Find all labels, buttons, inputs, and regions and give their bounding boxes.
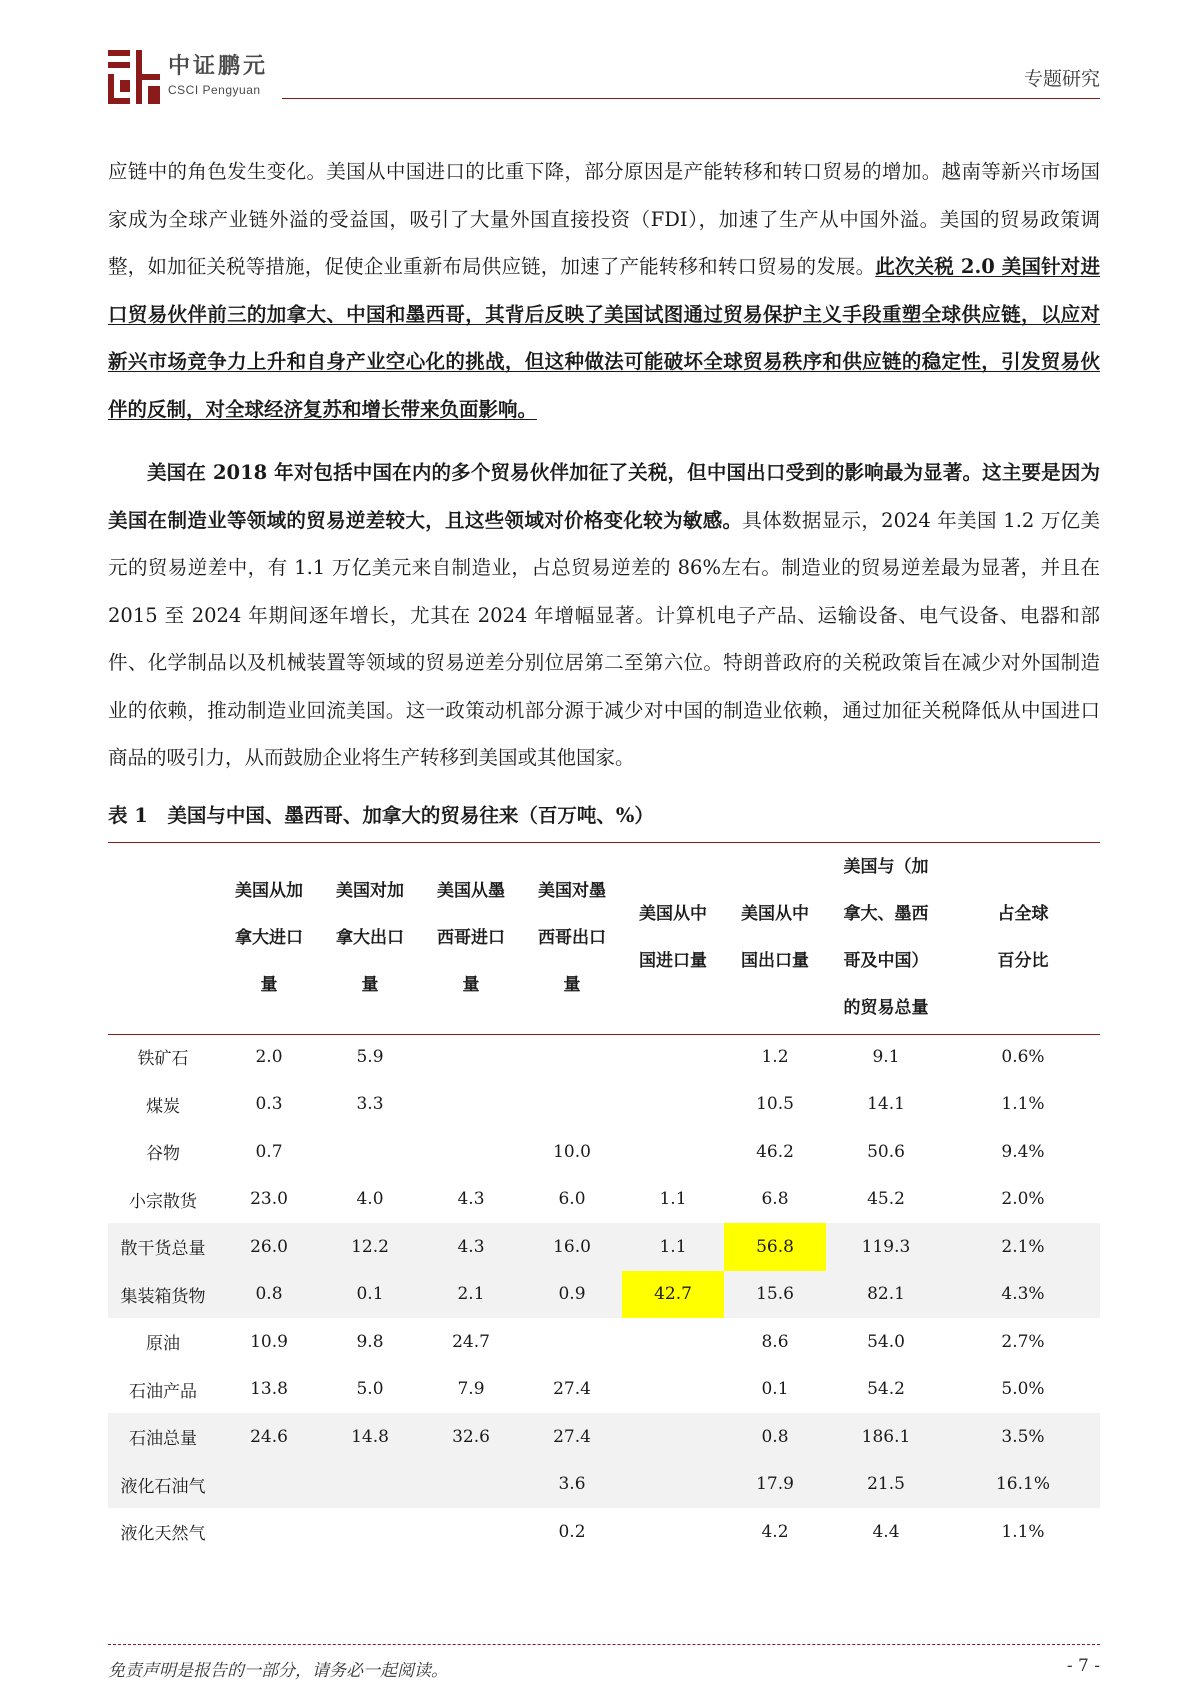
paragraph-1 [108, 148, 1100, 433]
trade-table [108, 843, 1100, 1556]
paragraph-2-text: 具体数据显示，2024 年美国 1.2 万亿美元的贸易逆差中，有 1.1 万亿美元来自制造业，占总贸易逆差的 86%左右。制造业的贸易逆差最为显著，并且在 2015 至 2024 年期间逐年增长，尤其在 2024 年增幅显著。计算机电子产品、运输设备、电气设备、电器和部件、化学制品以及机械装置等领域的贸易逆差分别位居第二至第六位。特朗普政府的关税政策旨在减少对外国制造业的依赖，推动制造业回流美国。这一政策动机部分源于减少对中国的制造业依赖，通过加征关税降低从中国进口商品的吸引力，从而鼓励企业将生产转移到美国或其他国家。 [108, 508, 1100, 769]
table-cell: 1.1% [1001, 1094, 1045, 1115]
header-divider [282, 98, 1100, 99]
table-cell: 0.8 [724, 1413, 826, 1461]
table-cell: 21.5 [826, 1461, 946, 1509]
table-row [108, 1461, 1100, 1509]
table-cell: 15.6 [724, 1271, 826, 1319]
page-header [108, 50, 1100, 106]
table-cell: 5.9 [356, 1046, 384, 1067]
row-label: 集装箱货物 [108, 1271, 218, 1319]
table-cell: 5.0 [356, 1379, 384, 1400]
column-header [108, 843, 218, 1033]
table-cell [622, 1508, 724, 1556]
column-header: 美国从中国进口量 [639, 904, 707, 971]
table-cell [420, 1508, 522, 1556]
table-cell [622, 1461, 724, 1509]
table-cell: 23.0 [250, 1189, 288, 1210]
table-cell: 56.8 [724, 1223, 826, 1271]
table-cell: 4.3% [946, 1271, 1100, 1319]
table-row [108, 1128, 1100, 1176]
table-cell: 10.9 [250, 1331, 288, 1352]
table-cell [420, 1081, 522, 1129]
table-cell: 4.0 [356, 1189, 384, 1210]
table-cell: 14.8 [320, 1413, 420, 1461]
report-section-label: 专题研究 [1023, 68, 1100, 90]
table-cell: 54.0 [867, 1331, 905, 1352]
table-row [108, 1223, 1100, 1271]
table-cell: 27.4 [522, 1413, 622, 1461]
table-cell: 2.1 [420, 1271, 522, 1319]
table-cell: 50.6 [867, 1141, 905, 1162]
table-cell [522, 1033, 622, 1081]
table-cell: 9.1 [872, 1046, 900, 1067]
table-cell: 26.0 [218, 1223, 320, 1271]
table-cell: 0.3 [255, 1094, 283, 1115]
column-header: 美国对墨西哥出口量 [538, 880, 606, 995]
table-cell: 32.6 [420, 1413, 522, 1461]
column-header: 美国从加拿大进口量 [235, 880, 303, 995]
table-cell: 3.5% [946, 1413, 1100, 1461]
brand-name-en: CSCI Pengyuan [168, 83, 261, 97]
table-cell [320, 1508, 420, 1556]
column-header: 占全球百分比 [997, 904, 1049, 971]
table-cell: 0.2 [558, 1521, 586, 1542]
table-cell: 0.1 [320, 1271, 420, 1319]
table-cell: 24.7 [452, 1331, 490, 1352]
table-cell: 2.0 [255, 1046, 283, 1067]
footer-disclaimer: 免责声明是报告的一部分，请务必一起阅读。 [108, 1661, 448, 1681]
table-cell: 24.6 [218, 1413, 320, 1461]
column-header: 美国从墨西哥进口量 [437, 880, 505, 995]
table-cell: 16.0 [522, 1223, 622, 1271]
brand-logo-icon [108, 50, 160, 104]
table-cell: 0.8 [218, 1271, 320, 1319]
table-cell: 10.5 [756, 1094, 794, 1115]
table-cell: 119.3 [826, 1223, 946, 1271]
table-cell: 82.1 [826, 1271, 946, 1319]
table-cell: 10.0 [553, 1141, 591, 1162]
table-cell: 16.1% [946, 1461, 1100, 1509]
table-row [108, 1081, 1100, 1129]
table-cell: 8.6 [761, 1331, 789, 1352]
table-cell: 14.1 [867, 1094, 905, 1115]
paragraph-1-emphasis: 此次关税 2.0 美国针对进口贸易伙伴前三的加拿大、中国和墨西哥，其背后反映了美国试图通过贸易保护主义手段重塑全球供应链，以应对新兴市场竞争力上升和自身产业空心化的挑战，但这种做法可能破坏全球贸易秩序和供应链的稳定性，引发贸易伙伴的反制，对全球经济复苏和增长带来负面影响。 [108, 255, 1100, 421]
table-cell: 6.8 [761, 1189, 789, 1210]
brand-name-cn: 中证鹏元 [168, 54, 269, 79]
table-row [108, 1271, 1100, 1319]
table-cell [420, 1128, 522, 1176]
table-cell: 17.9 [724, 1461, 826, 1509]
table-cell: 0.1 [761, 1379, 789, 1400]
paragraph-2-emphasis: 美国在 2018 年对包括中国在内的多个贸易伙伴加征了关税，但中国出口受到的影响最为显著。这主要是因为美国在制造业等领域的贸易逆差较大，且这些领域对价格变化较为敏感。 [108, 461, 1100, 532]
table-cell: 45.2 [867, 1189, 905, 1210]
paragraph-2 [108, 449, 1100, 782]
table-cell: 1.1 [659, 1189, 687, 1210]
table-cell: 2.0% [1001, 1189, 1045, 1210]
row-label: 石油总量 [108, 1413, 218, 1461]
page-number: - 7 - [1066, 1656, 1100, 1676]
table-row [108, 1176, 1100, 1224]
report-body [108, 148, 1100, 782]
table-cell: 5.0% [1001, 1379, 1045, 1400]
table-cell: 9.8 [356, 1331, 384, 1352]
table-cell [320, 1128, 420, 1176]
table-row [108, 1033, 1100, 1081]
table-cell: 2.1% [946, 1223, 1100, 1271]
table-header-row [108, 843, 1100, 1033]
table-cell: 4.4 [872, 1521, 900, 1542]
brand-name [168, 54, 268, 98]
row-label: 液化石油气 [108, 1461, 218, 1509]
table-cell: 7.9 [457, 1379, 485, 1400]
table-cell: 4.2 [761, 1521, 789, 1542]
table-cell [622, 1081, 724, 1129]
column-header: 美国从中国出口量 [741, 904, 809, 971]
table-title: 表 1 美国与中国、墨西哥、加拿大的贸易往来（百万吨、%） [108, 804, 654, 827]
table-cell [320, 1461, 420, 1509]
table-cell [622, 1128, 724, 1176]
table-cell [218, 1508, 320, 1556]
table-cell [622, 1413, 724, 1461]
row-label: 液化天然气 [120, 1524, 206, 1545]
table-body [108, 1033, 1100, 1556]
table-cell [420, 1033, 522, 1081]
table-header-rule [108, 1034, 1100, 1035]
table-cell: 46.2 [756, 1141, 794, 1162]
table-cell: 0.6% [1001, 1046, 1045, 1067]
table-cell: 3.6 [522, 1461, 622, 1509]
table-cell: 4.3 [457, 1189, 485, 1210]
table-cell [622, 1033, 724, 1081]
footer-divider [108, 1644, 1100, 1645]
table-cell: 12.2 [320, 1223, 420, 1271]
table-cell: 42.7 [622, 1271, 724, 1319]
table-cell: 6.0 [558, 1189, 586, 1210]
row-label: 铁矿石 [137, 1049, 189, 1070]
table-cell: 3.3 [356, 1094, 384, 1115]
table-cell: 4.3 [420, 1223, 522, 1271]
table-cell: 54.2 [867, 1379, 905, 1400]
table-cell: 13.8 [250, 1379, 288, 1400]
column-header: 美国与（加拿大、墨西哥及中国）的贸易总量 [843, 857, 929, 1018]
table-cell: 1.2 [761, 1046, 789, 1067]
table-cell [522, 1081, 622, 1129]
table-cell: 9.4% [1001, 1141, 1045, 1162]
column-header: 美国对加拿大出口量 [336, 880, 404, 995]
row-label: 煤炭 [146, 1096, 180, 1117]
table-row [108, 1508, 1100, 1556]
row-label: 散干货总量 [108, 1223, 218, 1271]
paragraph-1-text: 应链中的角色发生变化。美国从中国进口的比重下降，部分原因是产能转移和转口贸易的增加。越南等新兴市场国家成为全球产业链外溢的受益国，吸引了大量外国直接投资（FDI），加速了生产从中国外溢。美国的贸易政策调整，如加征关税等措施，促使企业重新布局供应链，加速了产能转移和转口贸易的发展。 [108, 160, 1100, 278]
table-cell [218, 1461, 320, 1509]
row-label: 谷物 [146, 1144, 180, 1165]
table-cell: 0.9 [522, 1271, 622, 1319]
row-label: 原油 [146, 1334, 180, 1355]
table-cell: 1.1 [622, 1223, 724, 1271]
table-cell [522, 1318, 622, 1366]
table-cell [420, 1461, 522, 1509]
table-row [108, 1366, 1100, 1414]
table-cell: 1.1% [1001, 1521, 1045, 1542]
row-label: 石油产品 [129, 1381, 197, 1402]
table-row [108, 1318, 1100, 1366]
table-row [108, 1413, 1100, 1461]
table-cell: 186.1 [826, 1413, 946, 1461]
table-cell [622, 1318, 724, 1366]
table-cell: 2.7% [1001, 1331, 1045, 1352]
table-cell: 27.4 [553, 1379, 591, 1400]
table-cell [622, 1366, 724, 1414]
table-cell: 0.7 [255, 1141, 283, 1162]
row-label: 小宗散货 [129, 1191, 197, 1212]
